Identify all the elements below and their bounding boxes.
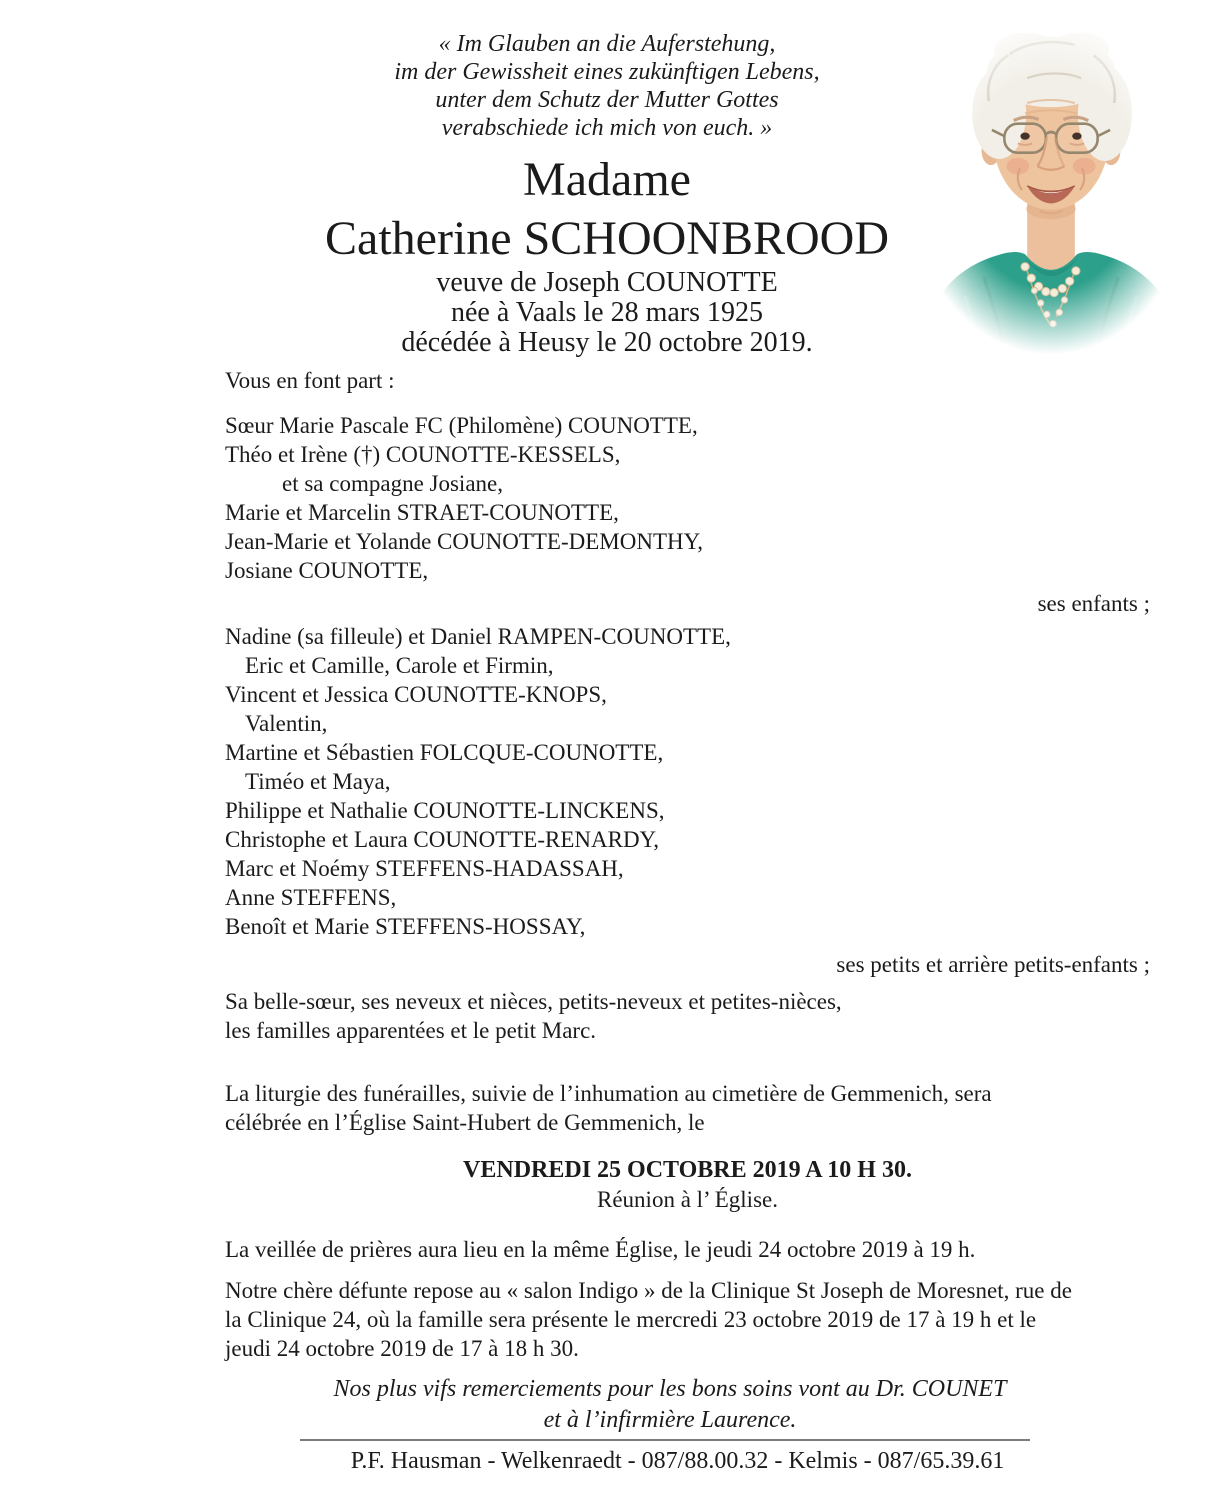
- thanks-line: Nos plus vifs remerciements pour les bons soins vont au Dr. COUNET: [333, 1376, 1007, 1402]
- repose-paragraph: [225, 1276, 1150, 1363]
- repose-line: Notre chère défunte repose au « salon Indigo » de la Clinique St Joseph de Moresnet, rue de: [225, 1278, 1072, 1303]
- family-line: Josiane COUNOTTE,: [225, 558, 429, 583]
- children-list: [225, 411, 1150, 585]
- family-line: Marc et Noémy STEFFENS-HADASSAH,: [225, 856, 624, 881]
- thanks-line: et à l’infirmière Laurence.: [543, 1407, 797, 1433]
- family-line: Jean-Marie et Yolande COUNOTTE-DEMONTHY,: [225, 529, 704, 554]
- family-line: Eric et Camille, Carole et Firmin,: [245, 653, 554, 678]
- family-line: Marie et Marcelin STRAET-COUNOTTE,: [225, 500, 619, 525]
- family-line: Christophe et Laura COUNOTTE-RENARDY,: [225, 827, 659, 852]
- thanks-paragraph: [225, 1374, 1115, 1436]
- meeting-line: Réunion à l’ Église.: [597, 1187, 778, 1212]
- repose-line: jeudi 24 octobre 2019 de 17 à 18 h 30.: [225, 1336, 579, 1361]
- deceased-name: Catherine SCHOONBROOD: [325, 212, 889, 265]
- children-label: ses enfants ;: [1037, 591, 1150, 616]
- family-line: Martine et Sébastien FOLCQUE-COUNOTTE,: [225, 740, 664, 765]
- family-line: Philippe et Nathalie COUNOTTE-LINCKENS,: [225, 798, 665, 823]
- family-line: Sœur Marie Pascale FC (Philomène) COUNOTTE,: [225, 413, 698, 438]
- announcement-body: [225, 366, 1150, 1476]
- relatives-paragraph: [225, 987, 1150, 1045]
- birth-line: née à Vaals le 28 mars 1925: [450, 297, 764, 328]
- family-line: Benoît et Marie STEFFENS-HOSSAY,: [225, 914, 586, 939]
- grandchildren-label: ses petits et arrière petits-enfants ;: [836, 952, 1150, 977]
- portrait-illustration: [910, 18, 1192, 360]
- quote-line: unter dem Schutz der Mutter Gottes: [435, 87, 779, 113]
- family-line: Anne STEFFENS,: [225, 885, 397, 910]
- liturgy-line: célébrée en l’Église Saint-Hubert de Gemmenich, le: [225, 1110, 705, 1135]
- family-line: Valentin,: [245, 711, 328, 736]
- family-line: Timéo et Maya,: [245, 769, 391, 794]
- quote-line: verabschiede ich mich von euch. »: [441, 115, 773, 141]
- funeral-home-footer: P.F. Hausman - Welkenraedt - 087/88.00.32 - Kelmis - 087/65.39.61: [350, 1448, 1005, 1474]
- grandchildren-list: [225, 622, 1150, 941]
- quote-line: im der Gewissheit eines zukünftigen Lebens,: [394, 59, 820, 85]
- vigil-line: La veillée de prières aura lieu en la même Église, le jeudi 24 octobre 2019 à 19 h.: [225, 1237, 976, 1262]
- footer-divider: [300, 1439, 1030, 1441]
- quote-line: « Im Glauben an die Auferstehung,: [438, 31, 776, 57]
- family-line: et sa compagne Josiane,: [282, 471, 503, 496]
- widow-line: veuve de Joseph COUNOTTE: [436, 267, 778, 298]
- family-line: Vincent et Jessica COUNOTTE-KNOPS,: [225, 682, 607, 707]
- funeral-date: VENDREDI 25 OCTOBRE 2019 A 10 H 30.: [463, 1157, 912, 1183]
- family-line: Nadine (sa filleule) et Daniel RAMPEN-COUNOTTE,: [225, 624, 731, 649]
- liturgy-line: La liturgie des funérailles, suivie de l’inhumation au cimetière de Gemmenich, sera: [225, 1081, 992, 1106]
- relatives-line: Sa belle-sœur, ses neveux et nièces, petits-neveux et petites-nièces,: [225, 989, 842, 1014]
- liturgy-paragraph: [225, 1079, 1150, 1137]
- announcement-intro: Vous en font part :: [225, 368, 395, 393]
- salutation: Madame: [523, 153, 691, 206]
- death-line: décédée à Heusy le 20 octobre 2019.: [401, 327, 813, 358]
- family-line: Théo et Irène (†) COUNOTTE-KESSELS,: [225, 442, 621, 467]
- relatives-line: les familles apparentées et le petit Marc.: [225, 1018, 597, 1043]
- repose-line: la Clinique 24, où la famille sera présente le mercredi 23 octobre 2019 de 17 à 19 h et le: [225, 1307, 1037, 1332]
- portrait-photo: [910, 18, 1192, 360]
